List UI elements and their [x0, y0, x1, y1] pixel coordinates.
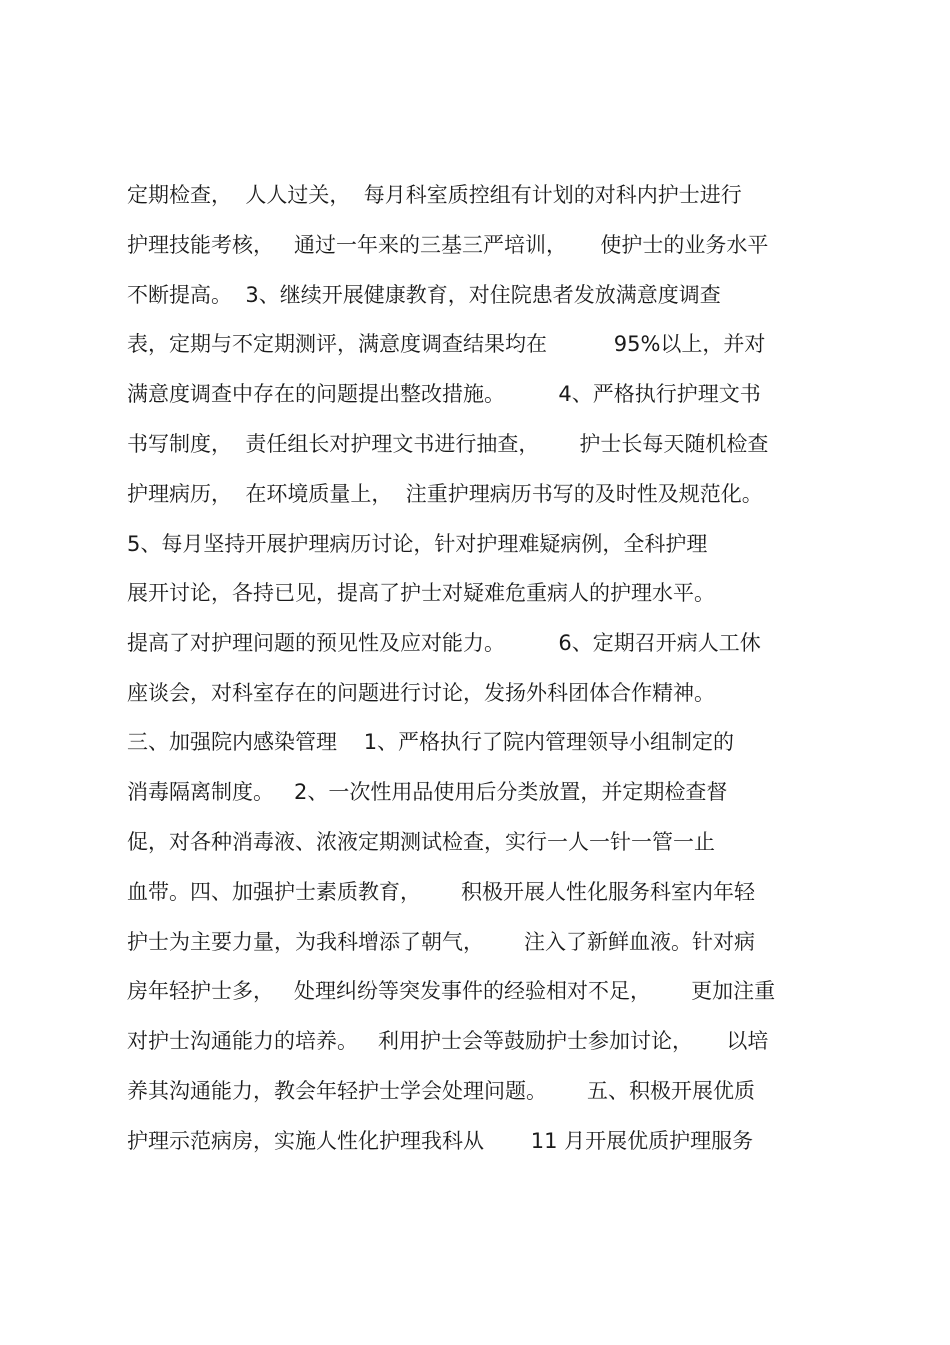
text-line-5: 满意度调查中存在的问题提出整改措施。 4、严格执行护理文书 [127, 382, 761, 406]
text-line-3: 不断提高。 3、继续开展健康教育，对住院患者发放满意度调查 [127, 283, 721, 307]
text-line-7: 护理病历， 在环境质量上， 注重护理病历书写的及时性及规范化。 [127, 482, 763, 506]
text-line-19: 养其沟通能力，教会年轻护士学会处理问题。 五、积极开展优质 [127, 1079, 756, 1103]
text-line-14: 促，对各种消毒液、浓液定期测试检查，实行一人一针一管一止 [127, 830, 715, 854]
text-line-20: 护理示范病房，实施人性化护理我科从 11 月开展优质护理服务 [127, 1129, 754, 1153]
text-line-1: 定期检查， 人人过关， 每月科室质控组有计划的对科内护士进行 [127, 183, 742, 207]
text-line-17: 房年轻护士多， 处理纠纷等突发事件的经验相对不足， 更加注重 [127, 979, 776, 1003]
text-line-16: 护士为主要力量，为我科增添了朝气， 注入了新鲜血液。针对病 [127, 930, 756, 954]
text-line-18: 对护士沟通能力的培养。 利用护士会等鼓励护士参加讨论， 以培 [127, 1029, 769, 1053]
text-line-2: 护理技能考核， 通过一年来的三基三严培训， 使护士的业务水平 [127, 233, 769, 257]
text-line-10: 提高了对护理问题的预见性及应对能力。 6、定期召开病人工休 [127, 631, 761, 655]
text-line-8: 5、每月坚持开展护理病历讨论，针对护理难疑病例，全科护理 [127, 532, 708, 556]
text-line-9: 展开讨论，各持已见，提高了护士对疑难危重病人的护理水平。 [127, 581, 715, 605]
text-line-15: 血带。四、加强护士素质教育， 积极开展人性化服务科室内年轻 [127, 880, 756, 904]
text-line-12: 三、加强院内感染管理 1、严格执行了院内管理领导小组制定的 [127, 730, 735, 754]
text-line-13: 消毒隔离制度。 2、一次性用品使用后分类放置，并定期检查督 [127, 780, 728, 804]
text-line-6: 书写制度， 责任组长对护理文书进行抽查， 护士长每天随机检查 [127, 432, 769, 456]
text-line-11: 座谈会，对科室存在的问题进行讨论，发扬外科团体合作精神。 [127, 681, 715, 705]
text-line-4: 表，定期与不定期测评，满意度调查结果均在 95%以上，并对 [127, 332, 766, 356]
